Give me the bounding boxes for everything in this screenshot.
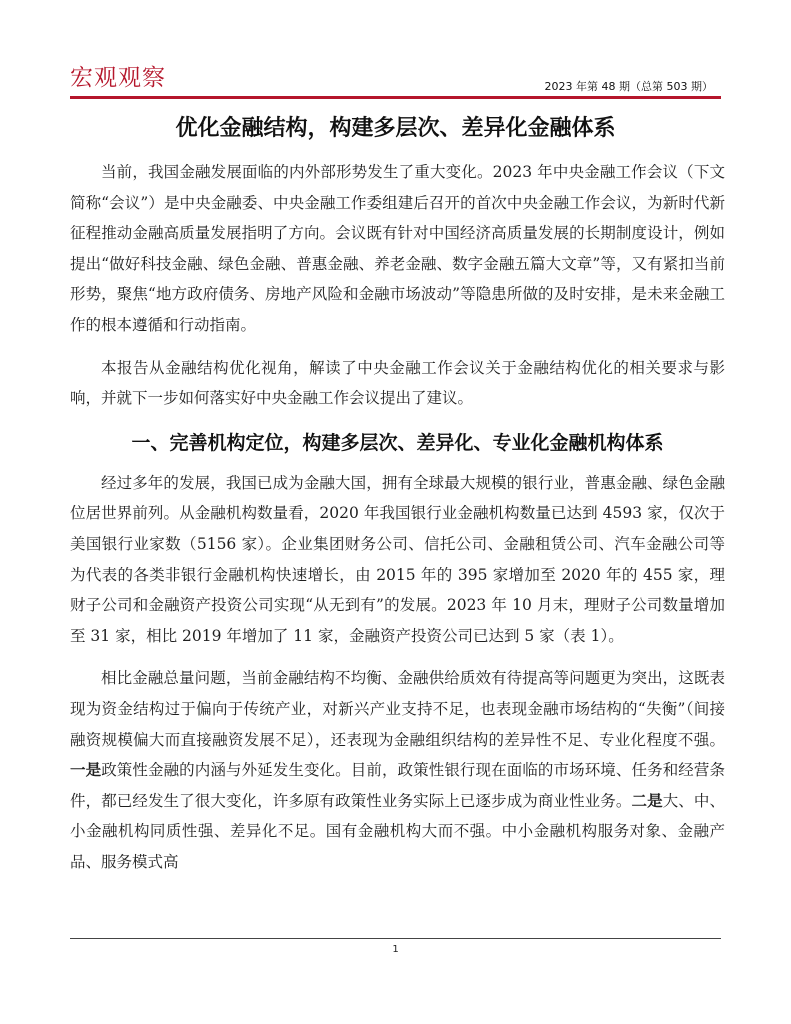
section-heading-1: 一、完善机构定位，构建多层次、差异化、专业化金融机构体系 [131,431,664,454]
paragraph-text: 相比金融总量问题，当前金融结构不均衡、金融供给质效有待提高等问题更为突出，这既表现为资金结构过于偏向于传统产业，对新兴产业支持不足，也表现金融市场结构的“失衡”（间接融资规模偏大而直接融资发展不足），还表现为金融组织结构的差异性不足、专业化程度不强。 [70,669,725,749]
document-title: 优化金融结构，构建多层次、差异化金融体系 [175,116,616,141]
issue-number: 2023 年第 48 期（总第 503 期） [544,80,713,93]
section1-paragraph-1: 经过多年的发展，我国已成为金融大国，拥有全球最大规模的银行业，普惠金融、绿色金融位居世界前列。从金融机构数量看，2020 年我国银行业金融机构数量已达到 4593 家，仅次于美国银行业家数（5156 家）。企业集团财务公司、信托公司、金融租赁公司、汽车金融公司等为代表的各类非银行金融机构快速增长，由 2015 年的 395 家增加至 2020 年的 455 家，理财子公司和金融资产投资公司实现“从无到有”的发展。2023 年 10 月末，理财子公司数量增加至 31 家，相比 2019 年增加了 11 家，金融资产投资公司已达到 5 家（表 1）。 [70,473,725,645]
publication-brand: 宏观观察 [70,65,166,91]
paragraph-text: 政策性金融的内涵与外延发生变化。目前，政策性银行现在面临的市场环境、任务和经营条件，都已经发生了很大变化，许多原有政策性业务实际上已逐步成为商业性业务。 [70,761,725,810]
intro-paragraph-2: 本报告从金融结构优化视角，解读了中央金融工作会议关于金融结构优化的相关要求与影响，并就下一步如何落实好中央金融工作会议提出了建议。 [70,358,725,408]
paragraph-text: 大、中、小金融机构同质性强、差异化不足。国有金融机构大而不强。中小金融机构服务对象、金融产品、服务模式高 [70,791,725,871]
footer-divider [70,938,721,939]
intro-paragraph-1: 当前，我国金融发展面临的内外部形势发生了重大变化。2023 年中央金融工作会议（下文简称“会议”）是中央金融委、中央金融工作委组建后召开的首次中央金融工作会议，为新时代新征程推动金融高质量发展指明了方向。会议既有针对中国经济高质量发展的长期制度设计，例如提出“做好科技金融、绿色金融、普惠金融、养老金融、数字金融五篇大文章”等，又有紧扣当前形势，聚焦“地方政府债务、房地产风险和金融市场波动”等隐患所做的及时安排，是未来金融工作的根本遵循和行动指南。 [70,163,725,334]
document-body [70,157,725,889]
page-number: 1 [392,944,399,955]
section1-paragraph-2 [70,663,725,877]
point-lead-2: 二是 [631,790,663,810]
header-divider [70,96,721,99]
point-lead-1: 一是 [70,760,102,780]
